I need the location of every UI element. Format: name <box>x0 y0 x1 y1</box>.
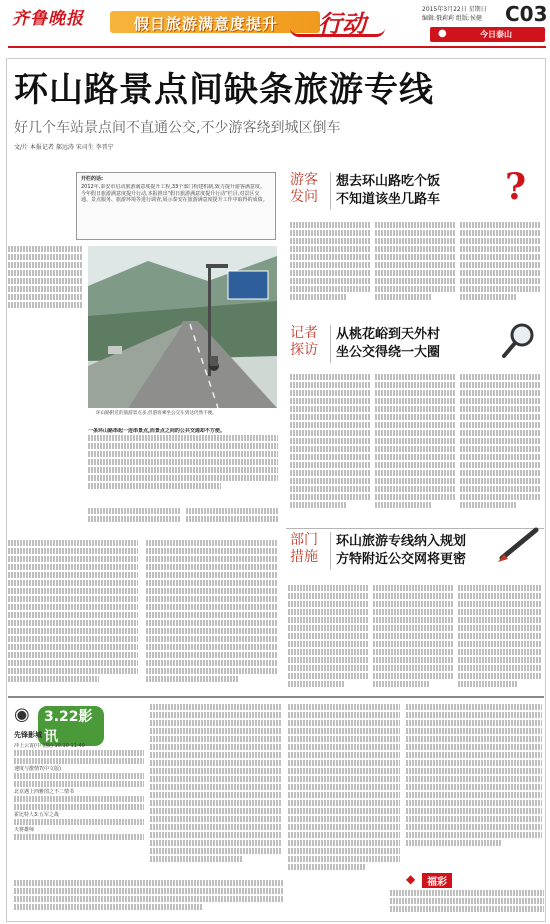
intro-box <box>76 172 276 240</box>
section1-label-line2: 发问 <box>290 189 318 205</box>
masthead <box>0 0 550 52</box>
section1-title-line1: 想去环山路吃个饭 <box>336 174 441 189</box>
tv-listing-col2 <box>288 704 400 884</box>
section3-label-line1: 部门 <box>290 532 318 548</box>
section1-text-col3 <box>460 222 540 312</box>
masthead-rule <box>8 46 546 48</box>
section2-text-col3 <box>460 374 540 522</box>
swirl-decoration <box>290 28 385 37</box>
lottery-header-text: 福彩 <box>422 873 452 888</box>
section2-label <box>290 325 331 363</box>
section1-title-line2: 不知道该坐几路车 <box>336 192 441 207</box>
headline: 环山路景点间缺条旅游专线 <box>14 70 434 110</box>
page-number: C03 <box>505 2 548 26</box>
section2-title <box>336 326 440 362</box>
section3-text-col1 <box>288 585 368 693</box>
lottery-icon: ◆ <box>406 872 416 886</box>
section-name: 今日泰山 <box>480 30 512 39</box>
section2-label-line2: 探访 <box>290 342 318 358</box>
notice-col <box>406 704 542 862</box>
left-text-top <box>8 246 82 526</box>
section3-title-line2: 方特附近公交网将更密 <box>336 552 467 567</box>
intro-text: 2012年,泰安市启动旅游满意度提升工程,33个部门构建机制,致力提升游客满意度。今年假日旅游满意度提升行动,本报推出“假日旅游满意度提升行动”栏目,对景区交通、景点服务、旅游环境等进行调查,展示泰安在旅游满意度提升工作中取得的成绩。 <box>81 184 268 204</box>
section2-title-line1: 从桃花峪到天外村 <box>336 327 441 342</box>
subheadline: 好几个车站景点间不直通公交,不少游客绕到城区倒车 <box>14 120 341 136</box>
banner-action: 行动 <box>318 9 366 38</box>
photo-caption: 环山路附近的旅游景点多,但游客乘坐公交车到达仍然不便。 <box>96 411 217 416</box>
paper-name: 齐鲁晚报 <box>12 9 84 29</box>
theater-name: 先锋影城 <box>14 731 42 739</box>
movie-header-text: 3.22影讯 <box>38 706 104 746</box>
issue-date: 2015年3月22日 星期日 <box>422 6 487 13</box>
movie-item: 天将雄师 <box>14 827 35 833</box>
section2-title-line2: 坐公交得绕一大圈 <box>336 345 441 360</box>
lead-text-block <box>88 428 278 504</box>
section3-label-line2: 措施 <box>290 549 318 565</box>
left-text-col2 <box>186 508 278 530</box>
road-photo-illustration <box>88 246 277 408</box>
section1-label-line1: 游客 <box>290 172 318 188</box>
road-photo <box>88 246 277 408</box>
section3-text-col2 <box>373 585 453 693</box>
movie-item: 北京遇上西雅图之不二情书 <box>14 789 75 795</box>
banner-text: 假日旅游满意度提升 <box>134 15 279 33</box>
section1-text-col1 <box>290 222 370 312</box>
movie-item: 速度与激情7(中文版) <box>14 766 62 772</box>
pen-icon <box>496 524 544 564</box>
left-text-col4 <box>146 540 278 690</box>
section2-text-col2 <box>375 374 455 522</box>
movie-item: 冲上云霄(中文版) 10:10 11:40 <box>14 743 85 749</box>
section2-label-line1: 记者 <box>290 325 318 341</box>
lottery-left-results <box>14 880 284 920</box>
left-text-col1 <box>88 508 180 530</box>
section3-title-line1: 环山旅游专线纳入规划 <box>336 534 467 549</box>
section1-text-col2 <box>375 222 455 312</box>
section1-title <box>336 173 440 209</box>
movie-item: 霍比特人3:五军之战 <box>14 812 59 818</box>
section-tab <box>430 27 545 42</box>
question-mark-icon: ? <box>505 166 527 208</box>
lead-text: 一条环山路串起一连串景点,而景点之间的公共交通却不方便。 <box>88 428 225 434</box>
section1-label <box>290 172 331 210</box>
intro-label: 开栏的话: <box>81 176 103 182</box>
film-reel-icon: ◉ <box>14 704 30 725</box>
movie-list <box>14 743 144 873</box>
byline: 文/片 本报记者 郝远涛 宋司生 李晋宁 <box>14 144 114 151</box>
lottery-header <box>406 872 466 888</box>
magnifier-icon <box>500 320 540 360</box>
section3-label <box>290 532 331 570</box>
tv-listing-col1 <box>150 704 282 874</box>
listings-rule <box>8 696 544 698</box>
section2-text-col1 <box>290 374 370 522</box>
lottery-results <box>390 890 544 920</box>
section3-title <box>336 533 466 569</box>
home-icon: ● <box>438 28 447 39</box>
editor-credit: 编辑:俄莉莉 组版:侯健 <box>422 15 482 22</box>
left-text-col3 <box>8 540 138 690</box>
section3-text-col3 <box>458 585 542 693</box>
